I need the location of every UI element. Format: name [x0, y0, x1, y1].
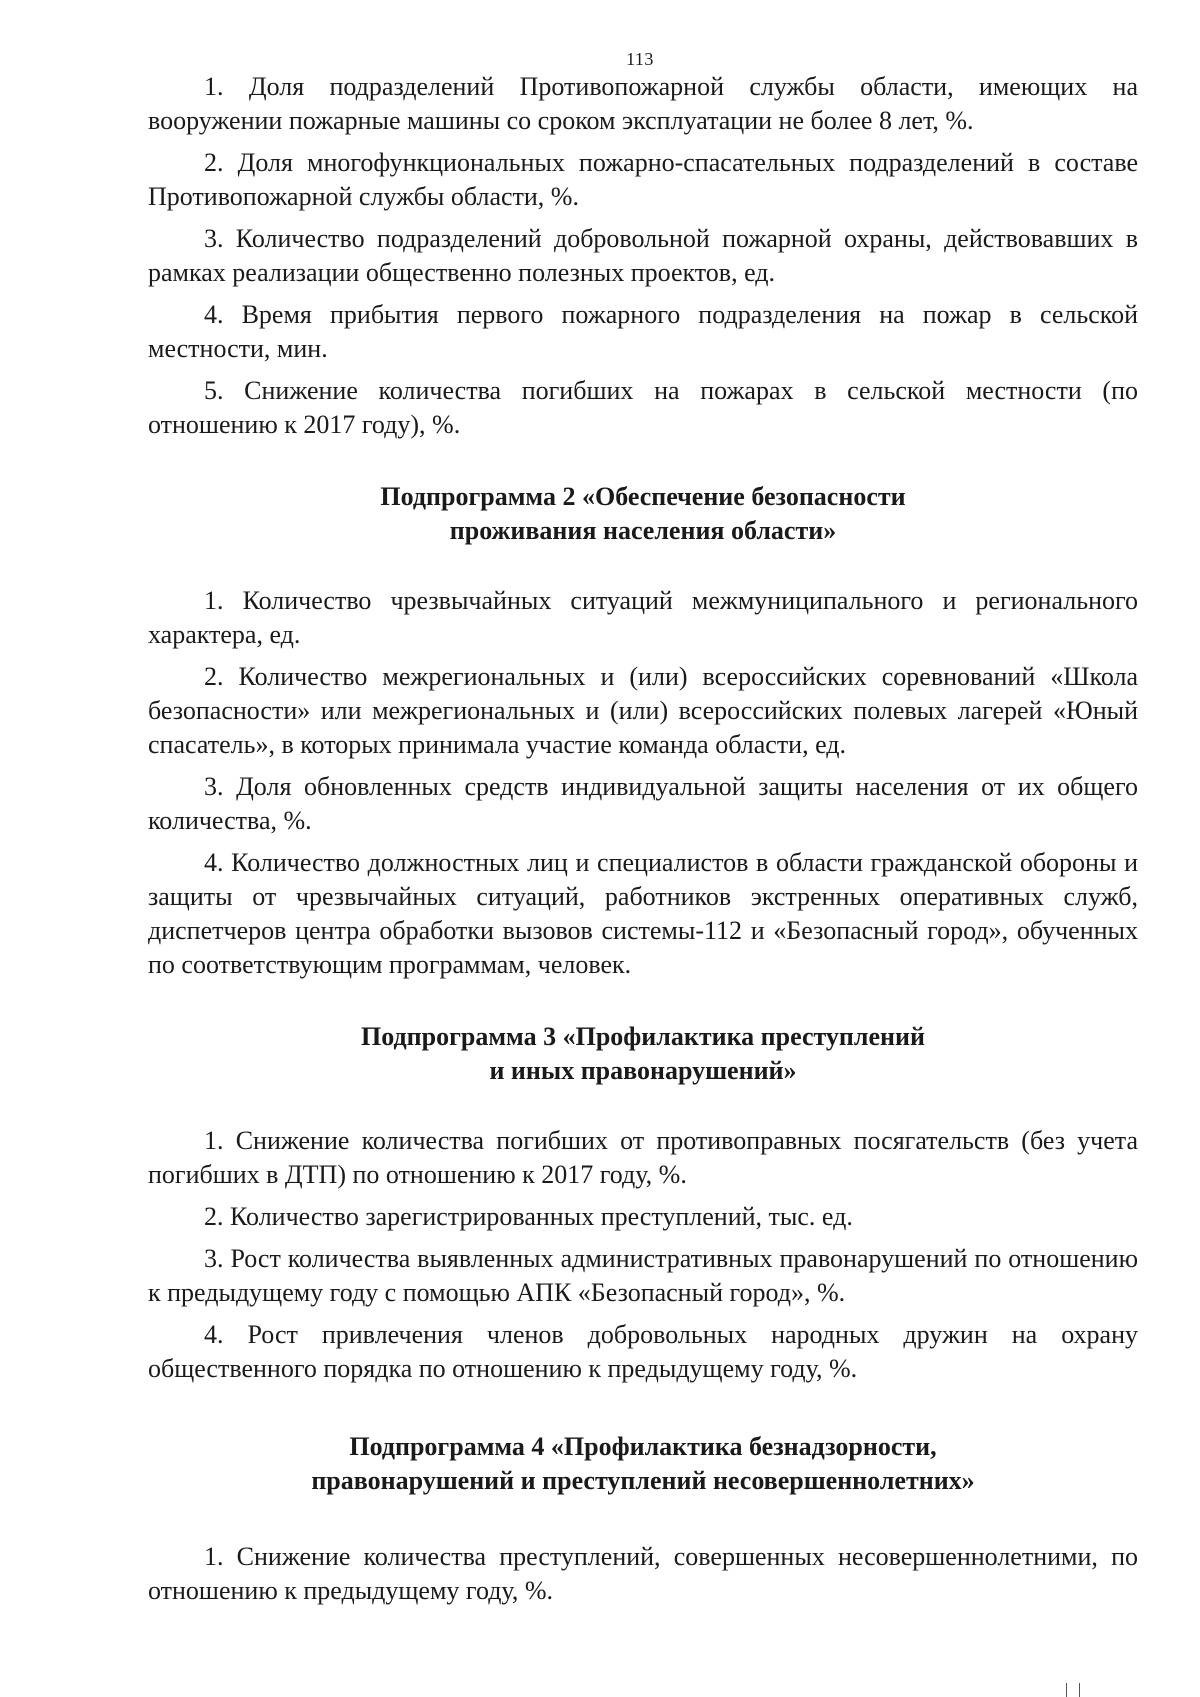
heading-line: и иных правонарушений» — [489, 1056, 797, 1085]
indicator-item: 1. Снижение количества погибших от противоправных посягательств (без учета погибших в ДТП) по отношению к 2017 году, %. — [148, 1126, 1138, 1189]
indicator-item: 3. Доля обновленных средств индивидуальной защиты населения от их общего количества, %. — [148, 772, 1138, 835]
page-number: 113 — [626, 49, 654, 69]
heading-line: Подпрограмма 3 «Профилактика преступлений — [361, 1022, 925, 1051]
document-content — [148, 70, 1138, 1608]
indicator-item: 4. Время прибытия первого пожарного подразделения на пожар в сельской местности, мин. — [148, 300, 1138, 363]
indicator-item: 2. Доля многофункциональных пожарно-спасательных подразделений в составе Противопожарной службы области, %. — [148, 148, 1138, 211]
indicator-item: 1. Количество чрезвычайных ситуаций межмуниципального и регионального характера, ед. — [148, 586, 1138, 649]
subprogram-3-heading — [148, 1020, 1138, 1088]
scan-edge-mark — [1066, 1683, 1080, 1697]
subprogram-3-indicators — [148, 1124, 1138, 1386]
subprogram-2-indicators — [148, 584, 1138, 982]
subprogram-2-heading — [148, 480, 1138, 548]
indicator-item: 4. Рост привлечения членов добровольных народных дружин на охрану общественного порядка по отношению к предыдущему году, %. — [148, 1320, 1138, 1383]
indicator-item: 2. Количество зарегистрированных преступлений, тыс. ед. — [204, 1202, 853, 1231]
indicator-item: 1. Доля подразделений Противопожарной службы области, имеющих на вооружении пожарные машины со сроком эксплуатации не более 8 лет, %. — [148, 72, 1138, 135]
indicator-item: 1. Снижение количества преступлений, совершенных несовершеннолетними, по отношению к предыдущему году, %. — [148, 1542, 1138, 1605]
heading-line: Подпрограмма 4 «Профилактика безнадзорности, — [349, 1432, 937, 1461]
heading-line: правонарушений и преступлений несовершеннолетних» — [311, 1466, 975, 1495]
subprogram-4-heading — [148, 1430, 1138, 1498]
indicator-item: 4. Количество должностных лиц и специалистов в области гражданской обороны и защиты от чрезвычайных ситуаций, работников экстренных оперативных служб, диспетчеров центра обработки вызовов системы-112 и «Безопасный город», обученных по соответствующим программам, человек. — [148, 848, 1138, 979]
indicator-item: 3. Количество подразделений добровольной пожарной охраны, действовавших в рамках реализации общественно полезных проектов, ед. — [148, 224, 1138, 287]
indicator-item: 2. Количество межрегиональных и (или) всероссийских соревнований «Школа безопасности» или межрегиональных и (или) всероссийских полевых лагерей «Юный спасатель», в которых принимала участие команда области, ед. — [148, 662, 1138, 759]
indicator-item: 5. Снижение количества погибших на пожарах в сельской местности (по отношению к 2017 году), %. — [148, 376, 1138, 439]
indicator-item: 3. Рост количества выявленных административных правонарушений по отношению к предыдущему году с помощью АПК «Безопасный город», %. — [148, 1244, 1138, 1307]
heading-line: проживания населения области» — [449, 516, 837, 545]
subprogram-1-indicators — [148, 70, 1138, 442]
subprogram-4-indicators — [148, 1540, 1138, 1608]
heading-line: Подпрограмма 2 «Обеспечение безопасности — [380, 482, 906, 511]
